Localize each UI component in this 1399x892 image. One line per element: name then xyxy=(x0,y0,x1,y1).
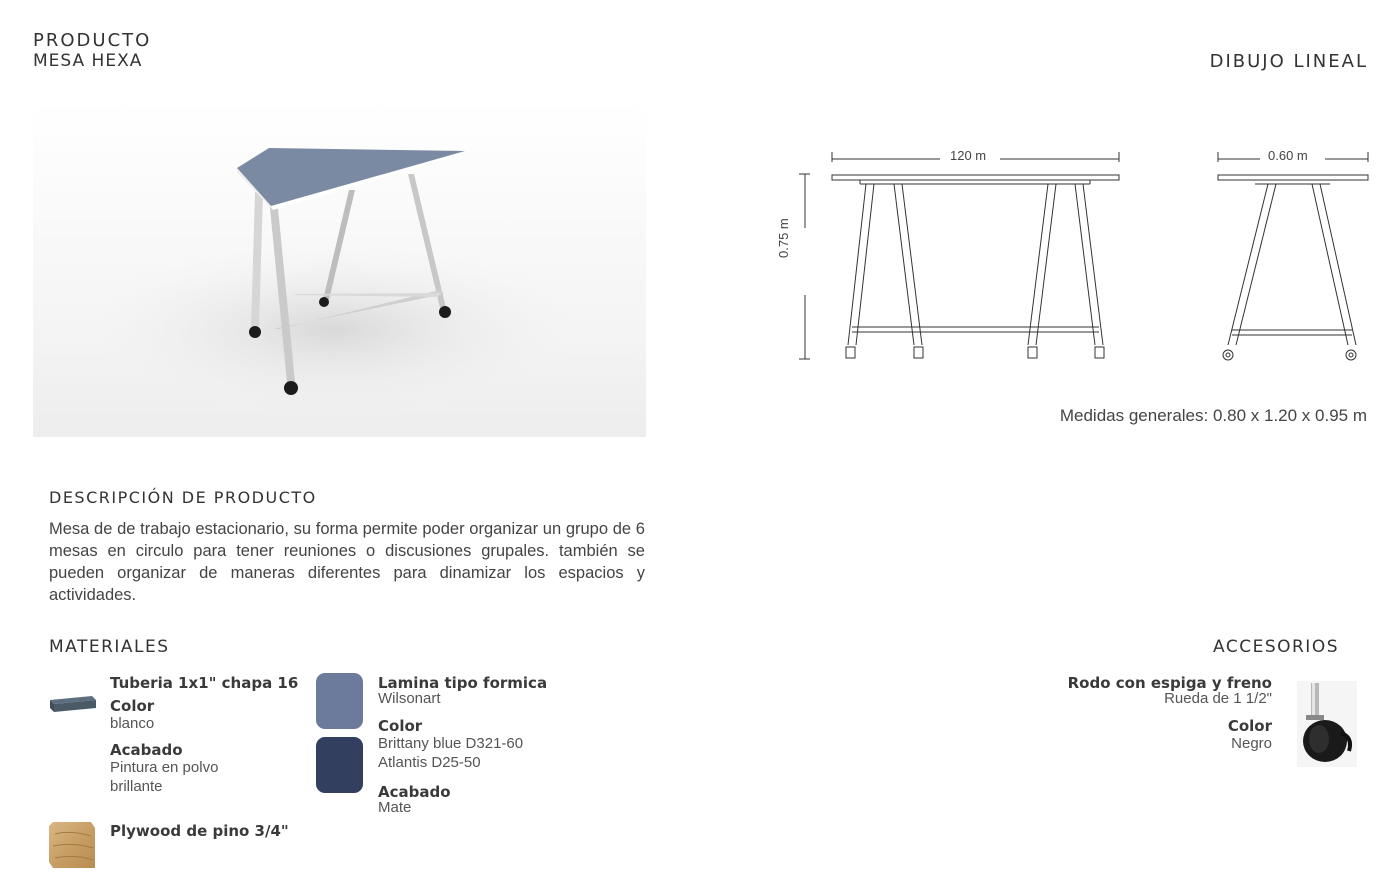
laminate-color-label: Color xyxy=(378,717,423,735)
caster-size: Rueda de 1 1/2" xyxy=(1164,690,1272,707)
width-dimension: 120 m xyxy=(950,148,987,163)
height-dimension: 0.75 m xyxy=(776,218,791,258)
product-render xyxy=(33,100,646,437)
drawing-label: DIBUJO LINEAL xyxy=(1209,51,1368,72)
line-drawing xyxy=(790,140,1380,370)
tube-color-value: blanco xyxy=(110,715,155,732)
general-measures: Medidas generales: 0.80 x 1.20 x 0.95 m xyxy=(1059,406,1367,425)
laminate-finish-value: Mate xyxy=(378,799,412,816)
tube-finish-value-2: brillante xyxy=(110,778,163,795)
laminate-name: Lamina tipo formica xyxy=(378,674,548,692)
plywood-icon xyxy=(47,820,97,872)
tube-finish-label: Acabado xyxy=(110,741,183,759)
caster-name: Rodo con espiga y freno xyxy=(1067,674,1272,692)
caster-icon xyxy=(1297,681,1357,767)
description-text: Mesa de de trabajo estacionario, su forma permite poder organizar un grupo de 6 mesas en circulo para tener reuniones o discusiones grupales. también se pueden organizar de maneras diferentes para dinamizar los espacios y actividades. xyxy=(49,520,645,604)
laminate-swatch-atlantis xyxy=(316,737,363,793)
tube-name: Tuberia 1x1" chapa 16 xyxy=(110,674,299,692)
depth-dimension: 0.60 m xyxy=(1268,148,1308,163)
laminate-color-1: Brittany blue D321-60 xyxy=(378,735,524,752)
product-label: PRODUCTO xyxy=(33,30,152,51)
laminate-swatch-brittany-blue xyxy=(316,673,363,729)
caster-color-label: Color xyxy=(1227,717,1272,735)
materials-title: MATERIALES xyxy=(49,637,170,657)
tube-color-label: Color xyxy=(110,697,155,715)
plywood-name: Plywood de pino 3/4" xyxy=(110,822,289,840)
product-name: MESA HEXA xyxy=(33,51,143,71)
tube-icon xyxy=(48,694,98,716)
laminate-color-2: Atlantis D25-50 xyxy=(378,754,481,771)
table-render-image xyxy=(33,100,646,437)
description-title: DESCRIPCIÓN DE PRODUCTO xyxy=(49,488,317,507)
tube-finish-value-1: Pintura en polvo xyxy=(110,759,219,776)
accessories-title: ACCESORIOS xyxy=(1213,637,1339,657)
caster-color-value: Negro xyxy=(1231,735,1272,752)
laminate-brand: Wilsonart xyxy=(378,690,441,707)
laminate-finish-label: Acabado xyxy=(378,783,451,801)
